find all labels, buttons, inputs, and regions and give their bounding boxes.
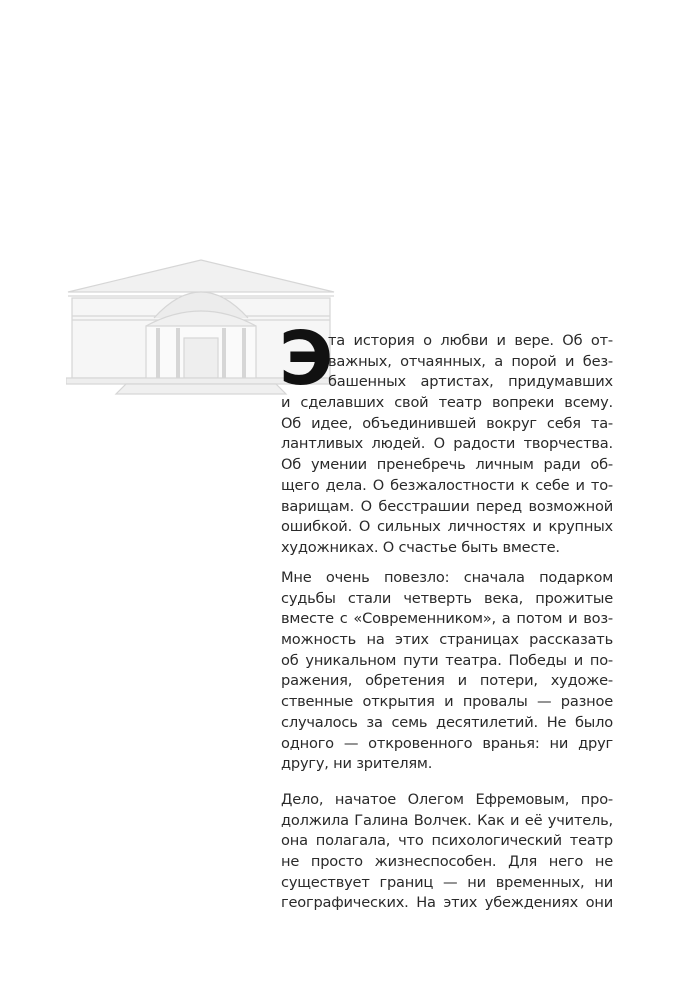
paragraph-1	[281, 331, 613, 559]
text-line: ошибкой. О сильных личностях и крупных	[281, 518, 613, 536]
text-line: судьбы стали четверть века, прожитые	[281, 589, 613, 607]
text-line: Дело, начатое Олегом Ефремовым, про-	[281, 791, 613, 808]
text-line: Об умении пренебречь личным ради об-	[281, 456, 613, 474]
drop-cap: Э	[279, 316, 334, 402]
text-line: художниках. О счастье быть вместе.	[281, 538, 560, 556]
text-line: ственные открытия и провалы — разное	[281, 693, 613, 711]
text-line: об уникальном пути театра. Победы и по-	[281, 651, 613, 669]
text-line: существует границ — ни временных, ни	[281, 873, 613, 891]
text-line: ражения, обретения и потери, художе-	[281, 672, 613, 690]
paragraph-2	[281, 568, 613, 775]
text-line: башенных артистах, придумавших	[328, 373, 613, 391]
text-line: важных, отчаянных, а порой и без-	[328, 352, 613, 370]
text-line: не просто жизнеспособен. Для него не	[281, 853, 613, 871]
text-line: случалось за семь десятилетий. Не было	[281, 713, 613, 731]
text-line: можность на этих страницах рассказать	[281, 631, 613, 649]
text-line: одного — откровенного вранья: ни друг	[281, 734, 613, 752]
paragraph-3	[281, 790, 613, 914]
text-line: щего дела. О безжалостности к себе и то-	[281, 476, 613, 494]
text-line: Об идее, объединившей вокруг себя та-	[281, 414, 613, 432]
text-line: варищам. О бесстрашии перед возможной	[281, 497, 613, 515]
text-line: та история о любви и вере. Об от-	[328, 332, 613, 349]
text-line: географических. На этих убеждениях они	[281, 894, 613, 912]
text-line: должила Галина Волчек. Как и её учитель,	[281, 811, 613, 829]
text-line: вместе с «Современником», а потом и воз-	[281, 610, 613, 628]
text-line: Мне очень повезло: сначала подарком	[281, 569, 613, 586]
text-line: другу, ни зрителям.	[281, 755, 433, 773]
text-line: и сделавших свой театр вопреки всему.	[281, 394, 613, 412]
text-line: лантливых людей. О радости творчества.	[281, 435, 613, 453]
text-line: она полагала, что психологический театр	[281, 832, 613, 850]
